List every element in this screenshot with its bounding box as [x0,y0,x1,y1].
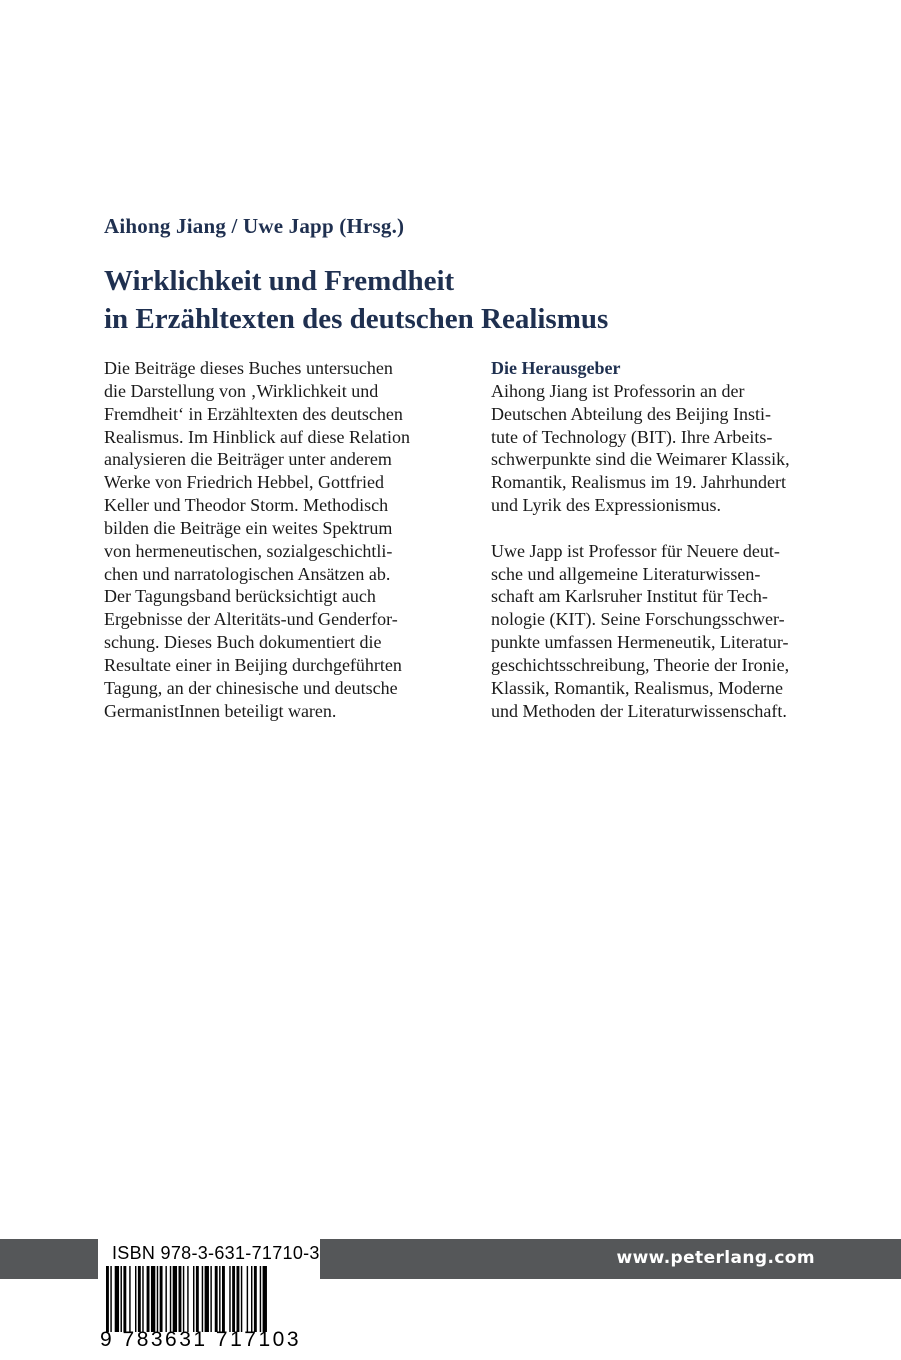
editor1-bio-line: und Lyrik des Expressionismus. [491,495,721,516]
title-line: in Erzähltexten des deutschen Realismus [104,303,609,335]
editors-bio-column [491,357,851,723]
isbn-label: ISBN 978-3-631-71710-3 [112,1243,320,1263]
editor2-bio-line: punkte umfassen Hermeneutik, Literatur- [491,632,789,653]
editor1-bio-line: schwerpunkte sind die Weimarer Klassik, [491,449,790,470]
editor1-bio-line: Deutschen Abteilung des Beijing Insti- [491,403,771,424]
blurb-line: chen und narratologischen Ansätzen ab. [104,563,391,584]
blurb-line: Realismus. Im Hinblick auf diese Relation [104,426,410,447]
blurb-line: Werke von Friedrich Hebbel, Gottfried [104,472,384,493]
blurb-line: Keller und Theodor Storm. Methodisch [104,495,389,516]
editors-heading: Die Herausgeber [491,358,621,378]
blurb-line: Der Tagungsband berücksichtigt auch [104,586,376,607]
editors-line: Aihong Jiang / Uwe Japp (Hrsg.) [104,214,405,238]
barcode-icon [102,1266,318,1332]
blurb-line: GermanistInnen beteiligt waren. [104,700,337,721]
editor2-bio-line: Uwe Japp ist Professor für Neuere deut- [491,540,780,561]
editor1-bio-line: tute of Technology (BIT). Ihre Arbeits- [491,426,773,447]
editor2-bio-line: Klassik, Romantik, Realismus, Moderne [491,677,783,698]
blurb-line: analysieren die Beiträger unter anderem [104,449,392,470]
blurb-line: Resultate einer in Beijing durchgeführten [104,654,402,675]
blurb-column [104,357,474,723]
blurb-line: bilden die Beiträge ein weites Spektrum [104,517,393,538]
blurb-line: Tagung, an der chinesische und deutsche [104,677,398,698]
title-line: Wirklichkeit und Fremdheit [104,265,455,297]
blurb-line: Die Beiträge dieses Buches untersuchen [104,358,393,378]
blurb-line: von hermeneutischen, sozialgeschichtli- [104,540,393,561]
editor1-bio-line: Romantik, Realismus im 19. Jahrhundert [491,472,786,493]
editor2-bio-line: schaft am Karlsruher Institut für Tech- [491,586,768,607]
book-title [104,262,864,338]
barcode-digits: 9 783631 717103 [100,1328,301,1351]
editor2-bio-line: geschichtsschreibung, Theorie der Ironie, [491,654,790,675]
blurb-line: Fremdheit‘ in Erzähltexten des deutschen [104,403,403,424]
editor1-bio-line: Aihong Jiang ist Professorin an der [491,380,745,401]
paragraph-gap [491,517,851,540]
blurb-line: Ergebnisse der Alteritäts-und Genderfor- [104,609,398,630]
publisher-website: www.peterlang.com [616,1248,815,1268]
blurb-line: die Darstellung von ‚Wirklichkeit und [104,380,379,401]
blurb-line: schung. Dieses Buch dokumentiert die [104,632,382,653]
editor2-bio-line: und Methoden der Literaturwissenschaft. [491,700,787,721]
editor2-bio-line: nologie (KIT). Seine Forschungsschwer- [491,609,785,630]
editor2-bio-line: sche und allgemeine Literaturwissen- [491,563,761,584]
